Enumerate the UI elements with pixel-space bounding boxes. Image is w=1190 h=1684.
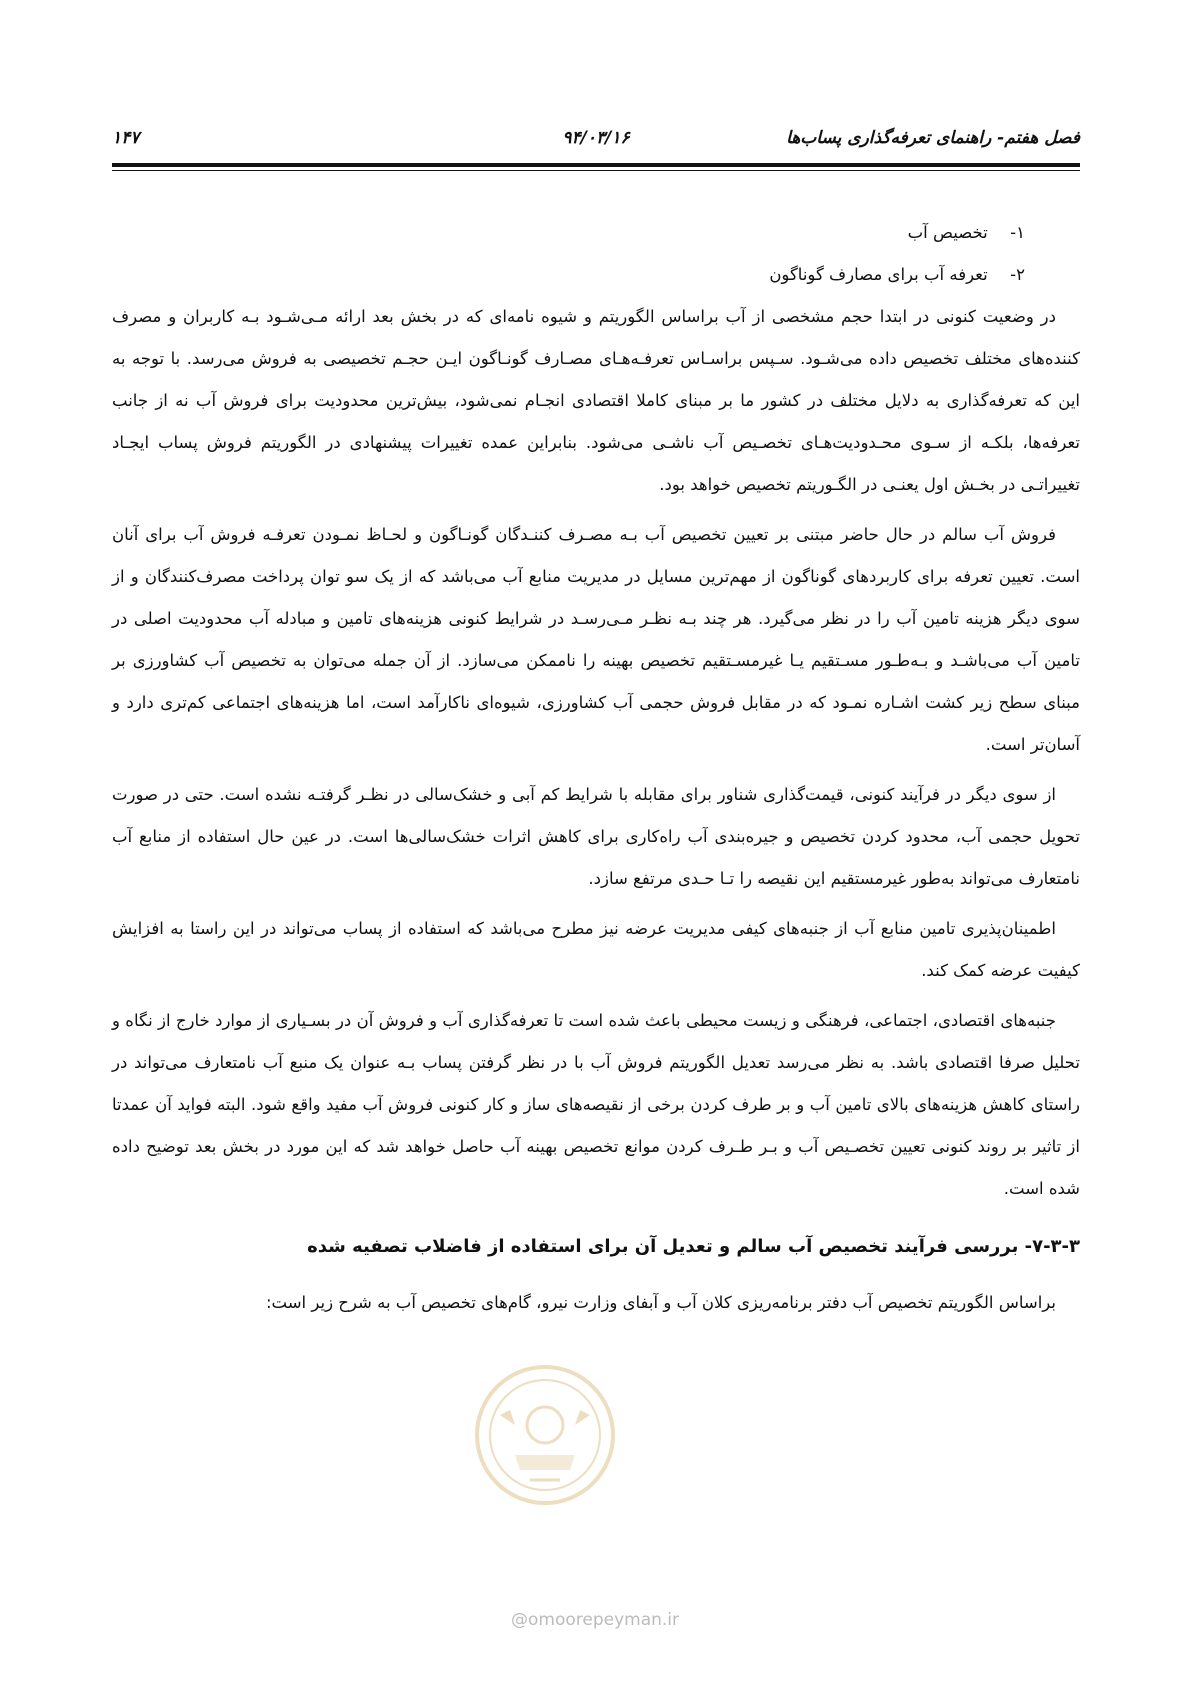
- list-item-text: تخصیص آب: [907, 223, 988, 242]
- document-body: [112, 212, 1080, 1332]
- paragraph: از سوی دیگر در فرآیند کنونی، قیمت‌گذاری شناور برای مقابله با شرایط کم آبی و خشک‌سالی در نظـر گرفتـه نشده است. حتی در صورت تحویل حجمی آب، محدود کردن تخصیص و جیره‌بندی آب راه‌کاری برای کاهش اثرات خشک‌سالی‌ها است. در عین حال استفاده از منابع آب نامتعارف می‌تواند به‌طور غیرمستقیم این نقیصه را تـا حـدی مرتفع سازد.: [112, 785, 1080, 888]
- list-item-text: تعرفه آب برای مصارف گوناگون: [769, 265, 988, 284]
- list-item-number: ۱-: [1010, 223, 1025, 242]
- header-rule-thick: [112, 163, 1080, 167]
- header-date: ۹۴/۰۳/۱۶: [562, 128, 630, 148]
- section-heading: ۷-۳-۳- بررسی فرآیند تخصیص آب سالم و تعدیل آن برای استفاده از فاضلاب تصفیه شده: [307, 1236, 1080, 1257]
- list-item: [112, 212, 1080, 254]
- list-item: [112, 254, 1080, 296]
- paragraph: جنبه‌های اقتصادی، اجتماعی، فرهنگی و زیست محیطی باعث شده است تا تعرفه‌گذاری آب و فروش آن در بسـیاری از موارد خارج از نگاه و تحلیل صرفا اقتصادی باشد. به نظر می‌رسد تعدیل الگوریتم فروش آب با در نظر گرفتن پساب بـه عنوان یک منبع آب نامتعارف می‌تواند در راستای کاهش هزینه‌های بالای تامین آب و بر طرف کردن برخی از نقیصه‌های ساز و کار کنونی فروش آب مفید واقع شود. البته فواید آن عمدتا از تاثیر بر روند کنونی تعیین تخصـیص آب و بـر طـرف کردن موانع تخصیص بهینه آب حاصل خواهد شد که این مورد در بخش بعد توضیح داده شده است.: [112, 1011, 1080, 1198]
- chapter-title: فصل هفتم- راهنمای تعرفه‌گذاری پساب‌ها: [786, 128, 1080, 148]
- paragraph: اطمینان‌پذیری تامین منابع آب از جنبه‌های کیفی مدیریت عرضه نیز مطرح می‌باشد که استفاده از پساب می‌تواند در این راستا به افزایش کیفیت عرضه کمک کند.: [112, 919, 1080, 980]
- paragraph: فروش آب سالم در حال حاضر مبتنی بر تعیین تخصیص آب بـه مصـرف کننـدگان گونـاگون و لحـاظ نمـودن تعرفـه فروش آب برای آنان است. تعیین تعرفه برای کاربردهای گوناگون از مهم‌ترین مسایل در مدیریت منابع آب می‌باشد که از یک سو توان پرداخت مصرف‌کنندگان و از سوی دیگر هزینه تامین آب را در نظر می‌گیرد. هر چند بـه نظـر مـی‌رسـد در شرایط کنونی هزینه‌های تامین و مبادله آب محدودیت اصلی در تامین آب می‌باشـد و بـه‌طـور مسـتقیم یـا غیرمسـتقیم تخصیص بهینه را ناممکن می‌سازد. از آن جمله می‌توان به تخصیص آب کشاورزی بر مبنای سطح زیر کشت اشـاره نمـود که در مقابل فروش حجمی آب کشاورزی، شیوه‌ای ناکارآمد است، اما هزینه‌های اجتماعی کم‌تری دارد و آسان‌تر است.: [112, 525, 1080, 754]
- page-number: ۱۴۷: [112, 128, 140, 148]
- watermark-seal-logo: [470, 1355, 620, 1525]
- paragraph: در وضعیت کنونی در ابتدا حجم مشخصی از آب براساس الگوریتم و شیوه نامه‌ای که در بخش بعد ارائه مـی‌شـود بـه کاربران و مصرف کننده‌های مختلف تخصیص داده می‌شـود. سـپس براسـاس تعرفـه‌هـای مصـارف گونـاگون ایـن حجـم تخصیصی به فروش می‌رسد. با توجه به این که تعرفه‌گذاری به دلایل مختلف در کشور ما بر مبنای کاملا اقتصادی انجـام نمی‌شود، بیش‌ترین محدودیت برای فروش آب نه از جانب تعرفه‌ها، بلکـه از سـوی محـدودیت‌هـای تخصـیص آب ناشـی می‌شود. بنابراین عمده تغییرات پیشنهادی در الگوریتم فروش پساب ایجـاد تغییراتـی در بخـش اول یعنـی در الگـوریتم تخصیص خواهد بود.: [112, 307, 1080, 494]
- page-header: [112, 128, 1080, 158]
- footer-watermark-url: @omoorepeyman.ir: [510, 1610, 680, 1630]
- numbered-list: [112, 212, 1080, 296]
- paragraph: براساس الگوریتم تخصیص آب دفتر برنامه‌ریزی کلان آب و آبفای وزارت نیرو، گام‌های تخصیص آب به شرح زیر است:: [265, 1293, 1056, 1312]
- header-rule-thin: [112, 170, 1080, 171]
- list-item-number: ۲-: [1010, 265, 1025, 284]
